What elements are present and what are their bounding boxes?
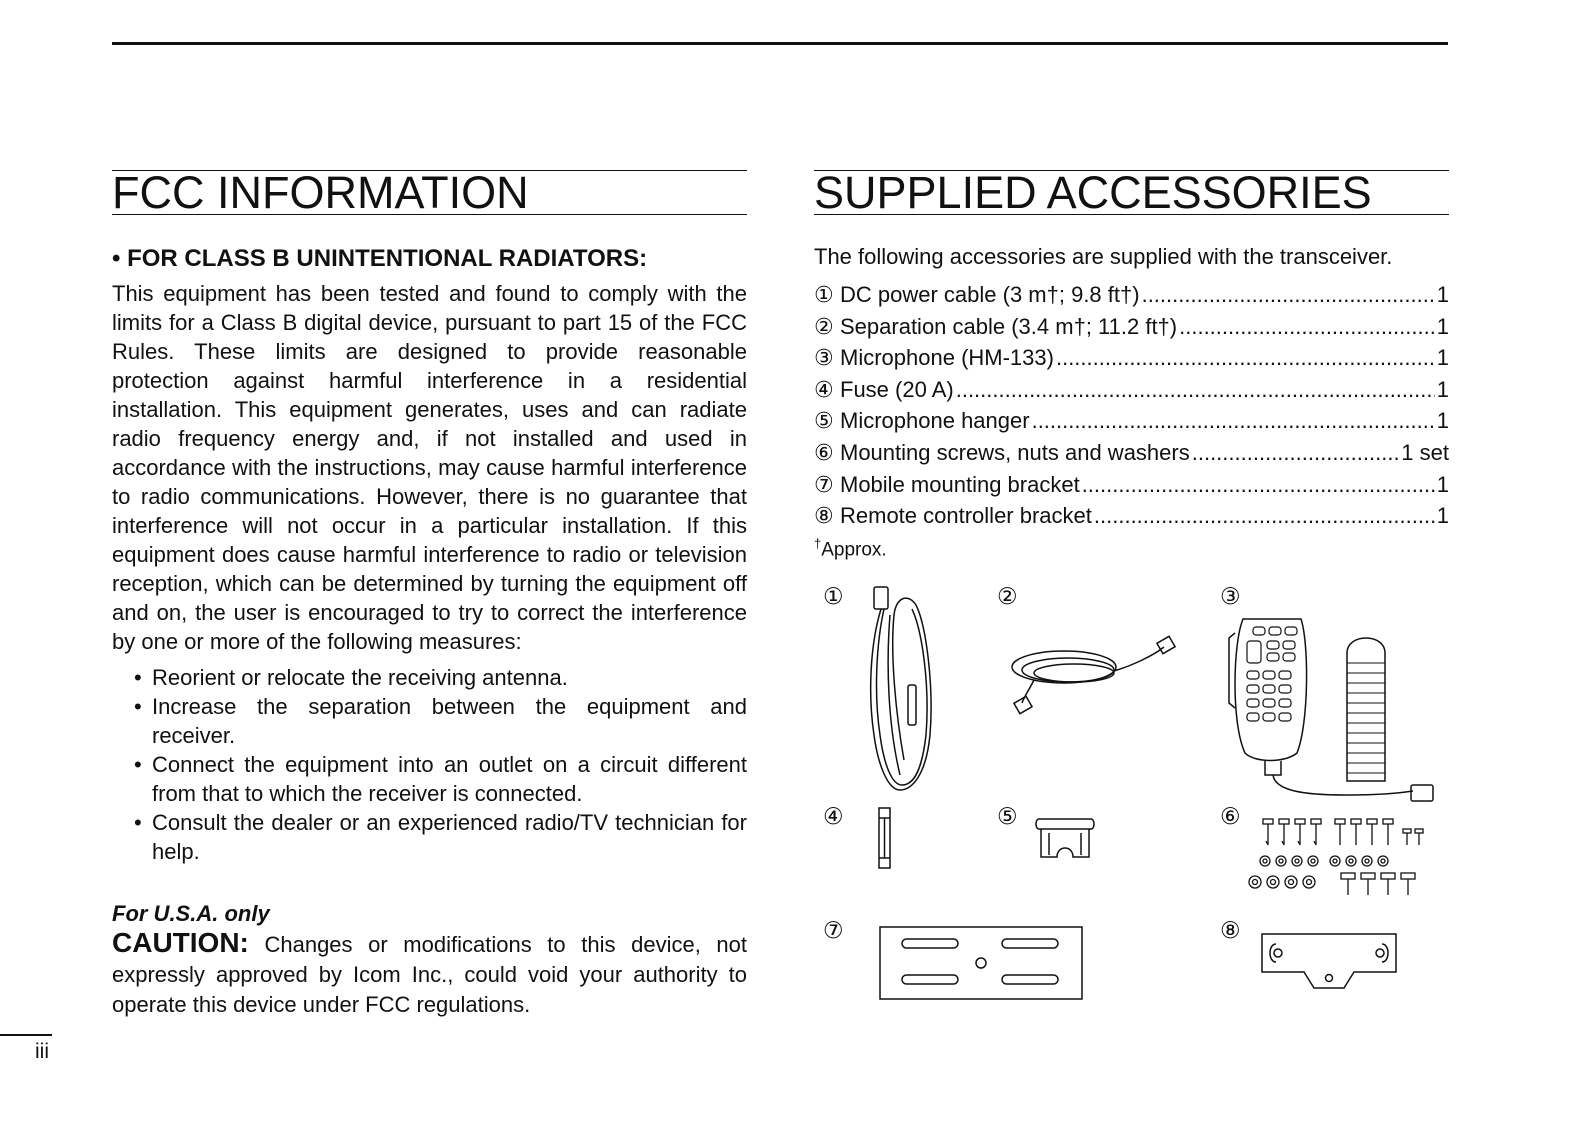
- microphone-illustration: [1225, 613, 1440, 808]
- item-quantity: 1: [1436, 282, 1449, 307]
- leader-dots: [1192, 437, 1400, 469]
- item-number: ⑥: [814, 439, 834, 465]
- item-name: Mounting screws, nuts and washers: [840, 439, 1190, 465]
- item-name: Remote controller bracket: [840, 503, 1092, 529]
- item-number: ⑦: [814, 471, 834, 497]
- list-item: [814, 374, 1449, 406]
- leader-dots: [1142, 279, 1435, 311]
- list-item: • Increase the separation between the equipment and receiver.: [134, 692, 747, 750]
- item-number: ③: [814, 345, 834, 371]
- item-quantity: 1: [1436, 345, 1449, 371]
- figure-label-7: ⑦: [823, 917, 844, 943]
- item-number: ⑤: [814, 408, 834, 434]
- accessories-list: [814, 279, 1449, 532]
- item-name: Microphone hanger: [840, 408, 1030, 434]
- item-number: ②: [814, 313, 834, 339]
- item-number: ①: [814, 282, 834, 307]
- remote-controller-bracket-illustration: [1258, 930, 1400, 992]
- list-item: [814, 500, 1449, 532]
- top-rule: [112, 42, 1448, 45]
- supplied-accessories-section: [814, 167, 1449, 562]
- dc-power-cable-illustration: [860, 585, 940, 795]
- leader-dots: [1179, 311, 1435, 343]
- figure-label-1: ①: [823, 583, 844, 609]
- item-name: Separation cable (3.4 m†; 11.2 ft†): [840, 313, 1178, 339]
- leader-dots: [1082, 469, 1435, 501]
- item-number: ⑧: [814, 503, 834, 529]
- footer-rule: [0, 1034, 52, 1036]
- item-name: DC power cable (3 m†; 9.8 ft†): [840, 282, 1140, 307]
- accessories-section-title: SUPPLIED ACCESSORIES: [814, 170, 1449, 215]
- class-b-subheading: • FOR CLASS B UNINTENTIONAL RADIATORS:: [112, 245, 648, 272]
- list-item: [814, 279, 1449, 311]
- item-quantity: 1: [1436, 471, 1449, 497]
- microphone-hanger-illustration: [1033, 815, 1098, 865]
- list-item: [814, 342, 1449, 374]
- list-item: • Connect the equipment into an outlet on a circuit different from that to which the receiver is connected.: [134, 750, 747, 808]
- leader-dots: [1056, 342, 1435, 374]
- usa-only-label: For U.S.A. only: [112, 901, 270, 926]
- fuse-illustration: [875, 806, 895, 871]
- list-item: [814, 437, 1449, 469]
- page-number: iii: [35, 1040, 49, 1063]
- list-item: [814, 405, 1449, 437]
- figure-label-8: ⑧: [1220, 917, 1241, 943]
- caution-text: Changes or modifications to this device, not expressly approved by Icom Inc., could void your authority to operate this device under FCC regulations.: [112, 932, 747, 1017]
- caution-note: [112, 928, 747, 1020]
- list-item: [814, 311, 1449, 343]
- item-quantity: 1: [1436, 408, 1449, 434]
- list-item: • Reorient or relocate the receiving antenna.: [134, 663, 747, 692]
- leader-dots: [956, 374, 1435, 406]
- fcc-paragraph: This equipment has been tested and found to comply with the limits for a Class B digital device, pursuant to part 15 of the FCC Rules. These limits are designed to provide reasonable protection against harmful interference in a residential installation. This equipment generates, uses and can radiate radio frequency energy and, if not installed and used in accordance with the instructions, may cause harmful interference to radio communications. However, there is no guarantee that interference will not occur in a particular installation. If this equipment does cause harmful interference to radio or television reception, which can be determined by turning the equipment off and on, the user is encouraged to try to correct the interference by one or more of the following measures:: [112, 281, 747, 654]
- figure-label-6: ⑥: [1220, 803, 1241, 829]
- measures-list: [134, 663, 747, 866]
- fcc-information-section: [112, 167, 747, 1020]
- item-name: Fuse (20 A): [840, 376, 954, 402]
- item-name: Microphone (HM-133): [840, 345, 1054, 371]
- caution-label: CAUTION:: [112, 927, 249, 958]
- accessories-intro: The following accessories are supplied with the transceiver.: [814, 244, 1393, 269]
- list-item: [814, 469, 1449, 501]
- approx-footnote: [814, 532, 1449, 562]
- item-quantity: 1: [1436, 503, 1449, 529]
- dagger-mark: †: [814, 535, 822, 551]
- item-quantity: 1: [1436, 313, 1449, 339]
- item-name: Mobile mounting bracket: [840, 471, 1080, 497]
- approx-text: Approx.: [821, 539, 887, 561]
- fcc-section-title: FCC INFORMATION: [112, 170, 747, 215]
- leader-dots: [1094, 500, 1435, 532]
- screws-nuts-washers-illustration: [1243, 815, 1433, 900]
- figure-label-5: ⑤: [997, 803, 1018, 829]
- figure-label-3: ③: [1220, 583, 1241, 609]
- mobile-mounting-bracket-illustration: [878, 925, 1084, 1001]
- item-quantity: 1: [1436, 376, 1449, 402]
- figure-label-2: ②: [997, 583, 1018, 609]
- figure-label-4: ④: [823, 803, 844, 829]
- separation-cable-illustration: [1004, 635, 1179, 715]
- list-item: • Consult the dealer or an experienced radio/TV technician for help.: [134, 808, 747, 866]
- item-quantity: 1 set: [1401, 439, 1449, 465]
- leader-dots: [1032, 405, 1435, 437]
- item-number: ④: [814, 376, 834, 402]
